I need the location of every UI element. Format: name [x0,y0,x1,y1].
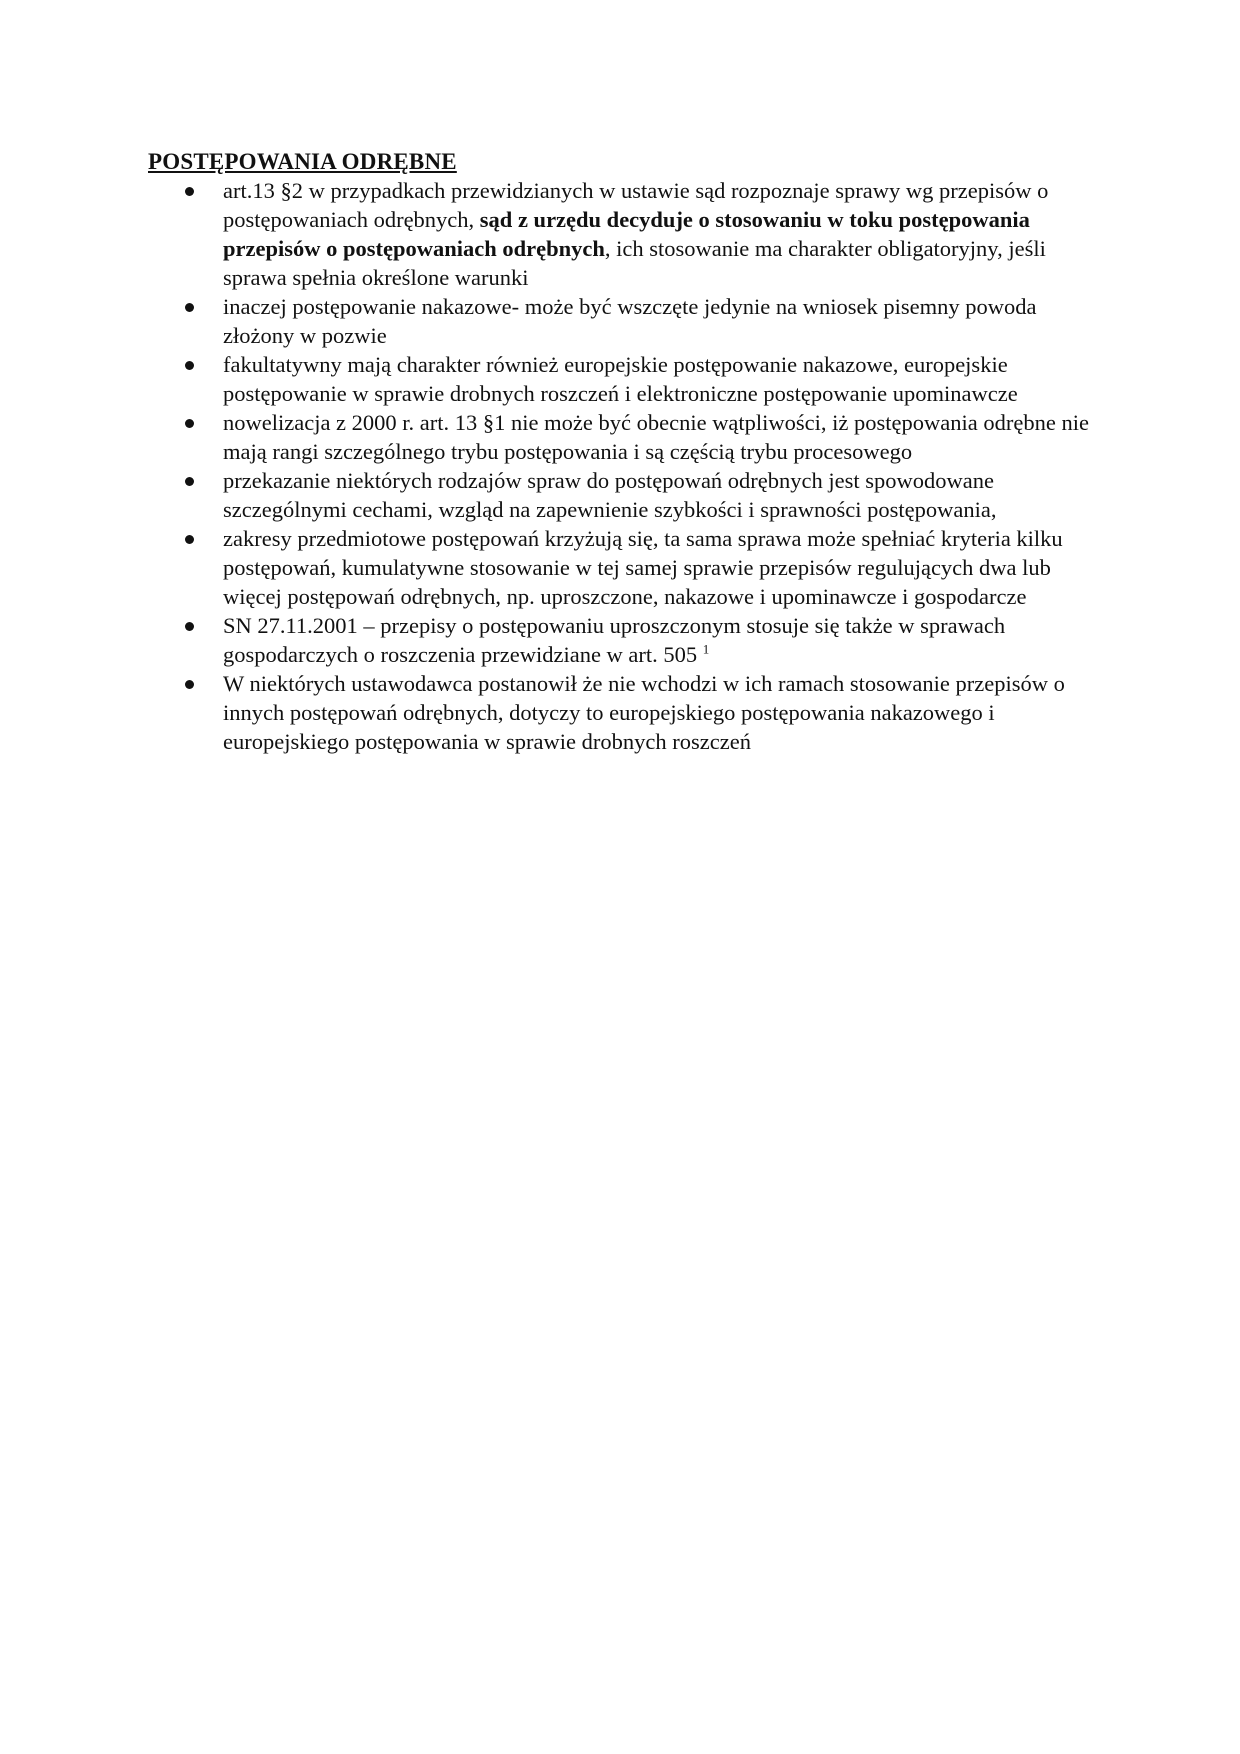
list-item-text: fakultatywny mają charakter również europejskie postępowanie nakazowe, europejskie postępowanie w sprawie drobnych roszczeń i elektroniczne postępowanie upominawcze [223,352,1018,406]
list-item [148,524,1108,611]
document-title: POSTĘPOWANIA ODRĘBNE [148,149,457,174]
list-item-text: inaczej postępowanie nakazowe- może być wszczęte jedynie na wniosek pisemny powoda złożony w pozwie [223,294,1037,348]
list-item [148,466,1108,524]
list-item [148,669,1108,756]
list-item-text: W niektórych ustawodawca postanowił że nie wchodzi w ich ramach stosowanie przepisów o innych postępowań odrębnych, dotyczy to europejskiego postępowania nakazowego i europejskiego postępowania w sprawie drobnych roszczeń [223,671,1065,754]
bullet-icon [185,303,194,312]
footnote-marker: 1 [702,641,710,657]
list-item-text: nowelizacja z 2000 r. art. 13 §1 nie może być obecnie wątpliwości, iż postępowania odrębne nie mają rangi szczególnego trybu postępowania i są częścią trybu procesowego [223,410,1089,464]
list-item [148,611,1108,669]
list-item [148,292,1108,350]
bullet-icon [185,361,194,370]
bullet-icon [185,535,194,544]
document-content [148,148,1108,756]
list-item-bold-text: sąd z urzędu decyduje o stosowaniu w toku postępowania przepisów o postępowaniach odrębnych [223,207,1030,261]
list-item [148,408,1108,466]
list-item-text: zakresy przedmiotowe postępowań krzyżują się, ta sama sprawa może spełniać kryteria kilku postępowań, kumulatywne stosowanie w tej samej sprawie przepisów regulujących dwa lub więcej postępowań odrębnych, np. uproszczone, nakazowe i upominawcze i gospodarcze [223,526,1063,609]
list-item-text: art.13 §2 w przypadkach przewidzianych w ustawie sąd rozpoznaje sprawy wg przepisów o postępowaniach odrębnych, [223,178,1049,232]
list-item [148,350,1108,408]
bullet-icon [185,187,194,196]
list-item [148,176,1108,292]
bullet-icon [185,680,194,689]
list-item-text: , ich stosowanie ma charakter obligatoryjny, jeśli sprawa spełnia określone warunki [223,236,1046,290]
bullet-icon [185,477,194,486]
list-item-text: SN 27.11.2001 – przepisy o postępowaniu uproszczonym stosuje się także w sprawach gospodarczych o roszczenia przewidziane w art. 505 [223,613,1006,667]
list-item-text: przekazanie niektórych rodzajów spraw do postępowań odrębnych jest spowodowane szczególnymi cechami, wzgląd na zapewnienie szybkości i sprawności postępowania, [223,468,997,522]
bullet-icon [185,622,194,631]
bullet-icon [185,419,194,428]
bullet-list [148,176,1108,756]
